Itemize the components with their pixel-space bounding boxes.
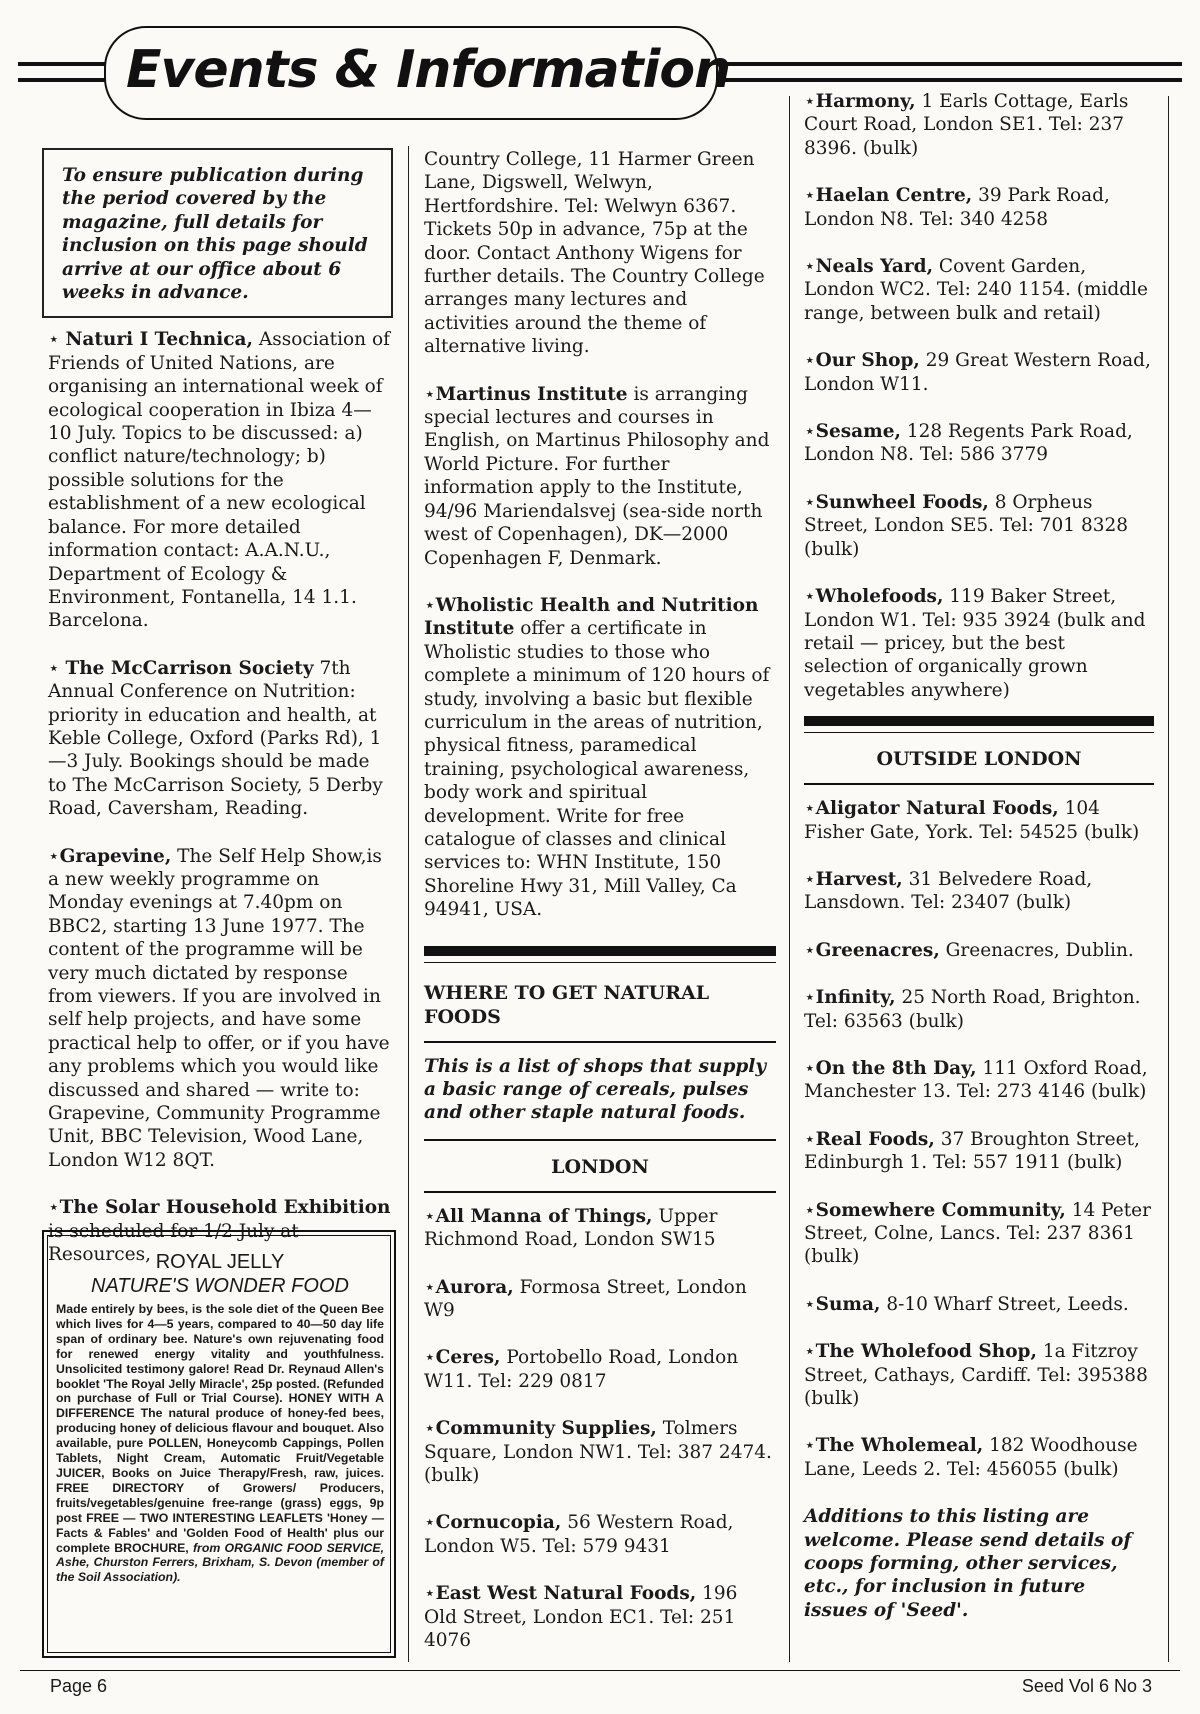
shop-name: Sunwheel Foods, — [815, 491, 989, 513]
shop-name: Aligator Natural Foods, — [815, 798, 1059, 820]
advert-body — [56, 1302, 384, 1585]
shop-entry: ⋆Aligator Natural Foods, 104 Fisher Gate, York. Tel: 54525 (bulk) — [804, 798, 1140, 843]
shop-name: All Manna of Things, — [435, 1205, 653, 1227]
shop-name: Somewhere Community, — [815, 1199, 1066, 1221]
shop-text: 104 Fisher Gate, York. Tel: 54525 (bulk) — [804, 798, 1140, 843]
shop-text: 39 Park Road, London N8. Tel: 340 4258 — [804, 185, 1110, 230]
shop-text: Portobello Road, London W11. Tel: 229 0817 — [424, 1347, 739, 1392]
header-rule-left — [18, 62, 110, 82]
shop-entry: ⋆Community Supplies, Tolmers Square, London NW1. Tel: 387 2474. (bulk) — [424, 1418, 772, 1487]
event-name: The McCarrison Society — [65, 657, 314, 679]
shop-entry: ⋆The Wholefood Shop, 1a Fitzroy Street, Cathays, Cardiff. Tel: 395388 (bulk) — [804, 1341, 1148, 1410]
shop-text: 37 Broughton Street, Edinburgh 1. Tel: 557 1911 (bulk) — [804, 1128, 1140, 1174]
section-title: WHERE TO GET NATURAL FOODS — [424, 981, 710, 1028]
shop-entry: ⋆Ceres, Portobello Road, London W11. Tel: 229 0817 — [424, 1347, 739, 1392]
shop-name: The Wholemeal, — [815, 1435, 984, 1457]
shop-entry: ⋆All Manna of Things, Upper Richmond Road, London SW15 — [424, 1205, 718, 1251]
shop-entry: ⋆Aurora, Formosa Street, London W9 — [424, 1276, 747, 1322]
shop-name: East West Natural Foods, — [435, 1583, 697, 1605]
shop-name: Greenacres, — [815, 939, 940, 961]
shop-name: Neals Yard, — [815, 256, 934, 278]
shop-name: Cornucopia, — [435, 1512, 562, 1534]
shop-text: 182 Woodhouse Lane, Leeds 2. Tel: 456055 (bulk) — [804, 1435, 1138, 1480]
shop-entry: ⋆The Wholemeal, 182 Woodhouse Lane, Leeds 2. Tel: 456055 (bulk) — [804, 1435, 1138, 1480]
event-name: Grapevine, — [59, 845, 172, 867]
shop-name: Wholefoods, — [815, 586, 944, 608]
shop-text: 25 North Road, Brighton. Tel: 63563 (bulk) — [804, 987, 1141, 1032]
event-text: offer a certificate in Wholistic studies to those who complete a minimum of 120 hours of study, involving a basic but flexible curriculum in the areas of nutrition, physical fitness, paramedical training, psychological awareness, body work and spiritual development. Write for free catalogue of classes and clinical services to: WHN Institute, 150 Shoreline Hwy 31, Mill Valley, Ca 94941, USA. — [424, 618, 770, 921]
event-name: Wholistic Health and Nutrition Institute — [424, 594, 759, 640]
shop-text: 196 Old Street, London EC1. Tel: 251 4076 — [424, 1583, 738, 1652]
shop-name: Real Foods, — [815, 1128, 935, 1150]
shop-entry: ⋆Wholefoods, 119 Baker Street, London W1. Tel: 935 3924 (bulk and retail — pricey, but the best selection of organically grown vegetables anywhere) — [804, 586, 1146, 701]
section-rule-thin — [424, 1139, 776, 1141]
shop-name: Haelan Centre, — [815, 185, 973, 207]
issue-label: Seed Vol 6 No 3 — [1021, 1676, 1152, 1696]
shop-text: 111 Oxford Road, Manchester 13. Tel: 273 4146 (bulk) — [804, 1057, 1148, 1103]
shop-text: Tolmers Square, London NW1. Tel: 387 2474. (bulk) — [424, 1418, 772, 1487]
submission-notice: To ensure publication during the period covered by the magazine, full details for inclusion on this page should arrive at our office about 6 weeks in advance. — [42, 148, 393, 318]
shop-entry: ⋆Haelan Centre, 39 Park Road, London N8. Tel: 340 4258 — [804, 185, 1110, 230]
shop-text: 14 Peter Street, Colne, Lancs. Tel: 237 8361 (bulk) — [804, 1199, 1151, 1268]
event-name: The Solar Household Exhibition — [59, 1197, 391, 1219]
section-rule-thin — [424, 1191, 776, 1193]
shop-entry: ⋆Sunwheel Foods, 8 Orpheus Street, London SE5. Tel: 701 8328 (bulk) — [804, 491, 1129, 560]
royal-jelly-advert — [42, 1230, 396, 1658]
shop-text: 8-10 Wharf Street, Leeds. — [886, 1293, 1129, 1315]
header-rule-right — [712, 62, 1182, 82]
outside-london-heading: OUTSIDE LONDON — [876, 748, 1082, 771]
shop-text: 1a Fitzroy Street, Cathays, Cardiff. Tel: 395388 (bulk) — [804, 1341, 1148, 1410]
shop-text: 1 Earls Cottage, Earls Court Road, London SE1. Tel: 237 8396. (bulk) — [804, 91, 1129, 159]
shop-text: 31 Belvedere Road, Lansdown. Tel: 23407 (bulk) — [804, 868, 1093, 914]
event-entry: ⋆ Naturi I Technica, Association of Friends of United Nations, are organising an international week of ecological cooperation in Ibiza 4—10 July. Topics to be discussed: a) conflict nature/technology; b) possible solutions for the establishment of a new ecological balance. For more detailed information contact: A.A.N.U., Department of Ecology & Environment, Fontanella, 14 1.1. Barcelona. — [48, 329, 390, 632]
shop-name: Harvest, — [815, 868, 903, 890]
shop-name: Our Shop, — [815, 350, 920, 372]
shop-name: Infinity, — [815, 987, 896, 1009]
shop-entry: ⋆Harvest, 31 Belvedere Road, Lansdown. Tel: 23407 (bulk) — [804, 868, 1093, 914]
event-name: Martinus Institute — [435, 383, 628, 405]
column-right — [804, 90, 1154, 1636]
section-rule — [804, 716, 1154, 726]
shop-entry: ⋆Somewhere Community, 14 Peter Street, Colne, Lancs. Tel: 237 8361 (bulk) — [804, 1199, 1151, 1268]
shop-name: Community Supplies, — [435, 1418, 657, 1440]
shop-entry: ⋆Our Shop, 29 Great Western Road, London W11. — [804, 350, 1151, 395]
shop-entry: ⋆Sesame, 128 Regents Park Road, London N8. Tel: 586 3779 — [804, 421, 1133, 466]
section-hairline — [424, 962, 776, 963]
shop-name: Suma, — [815, 1293, 881, 1315]
advert-contact: from ORGANIC FOOD SERVICE, Ashe, Churston Ferrers, Brixham, S. Devon (member of the Soil Association). — [56, 1540, 384, 1585]
shop-name: Ceres, — [435, 1347, 501, 1369]
column-middle — [424, 148, 776, 1677]
advert-subheading: NATURE'S WONDER FOOD — [91, 1275, 349, 1297]
event-text: is arranging special lectures and courses in English, on Martinus Philosophy and World Picture. For further information apply to the Institute, 94/96 Mariendalsvej (sea-side north west of Copenhagen), DK—2000 Copenhagen F, Denmark. — [424, 383, 770, 569]
shop-entry: ⋆Cornucopia, 56 Western Road, London W5. Tel: 579 9431 — [424, 1512, 734, 1557]
shop-entry: ⋆Harmony, 1 Earls Cottage, Earls Court Road, London SE1. Tel: 237 8396. (bulk) — [804, 91, 1129, 159]
event-text: 7th Annual Conference on Nutrition: priority in education and health, at Keble College, Oxford (Parks Rd), 1—3 July. Bookings should be made to The McCarrison Society, 5 Derby Road, Caversham, Reading. — [48, 657, 383, 820]
shop-text: Formosa Street, London W9 — [424, 1276, 747, 1322]
shop-text: 8 Orpheus Street, London SE5. Tel: 701 8328 (bulk) — [804, 491, 1129, 560]
column-divider-1 — [408, 146, 409, 1662]
shop-name: On the 8th Day, — [815, 1057, 977, 1079]
shop-text: 56 Western Road, London W5. Tel: 579 9431 — [424, 1512, 734, 1557]
event-text: The Self Help Show,is a new weekly programme on Monday evenings at 7.40pm on BBC2, starting 13 June 1977. The content of the programme will be very much dictated by response from viewers. If you are involved in self help projects, and have some practical help to offer, or if you have any problems which you would like discussed and shared — write to: Grapevine, Community Programme Unit, BBC Television, Wood Lane, London W12 8QT. — [48, 845, 390, 1171]
shop-entry: ⋆Greenacres, Greenacres, Dublin. — [804, 939, 1134, 961]
column-divider-3 — [1168, 96, 1169, 1662]
event-text: Association of Friends of United Nations, are organising an international week of ecological cooperation in Ibiza 4—10 July. Topics to be discussed: a) conflict nature/technology; b) possible solutions for the establishment of a new ecological balance. For more detailed information contact: A.A.N.U., Department of Ecology & Environment, Fontanella, 14 1.1. Barcelona. — [48, 329, 390, 632]
shop-text: Greenacres, Dublin. — [945, 939, 1134, 961]
shop-name: The Wholefood Shop, — [815, 1341, 1037, 1363]
section-rule — [424, 946, 776, 956]
page-title: Events & Information — [126, 40, 731, 100]
advert-heading: ROYAL JELLY — [155, 1251, 285, 1273]
advert-body-text: Made entirely by bees, is the sole diet of the Queen Bee which lives for 4—5 years, compared to 40—50 day life span of ordinary bee. Nature's own rejuvenating food for renewed energy vitality and youthfulness. Unsolicited testimony galore! Read Dr. Reynaud Allen's booklet 'The Royal Jelly Miracle', 25p posted. (Refunded on purchase of Full or Trial Course). HONEY WITH A DIFFERENCE The natural produce of honey-fed bees, producing honey of delicious flavour and bouquet. Also available, pure POLLEN, Honeycomb Cappings, Pollen Tablets, Night Cream, Automatic Fruit/Vegetable JUICER, Books on Juice Therapy/Fresh, raw, juices. FREE DIRECTORY of Growers/ Producers, fruits/vegetables/genuine free-range (grass) eggs, 9p post FREE — TWO INTERESTING LEAFLETS 'Honey — Facts & Fables' and 'Golden Food of Health' plus our complete BROCHURE, — [56, 1302, 384, 1555]
section-rule-thin — [804, 783, 1154, 785]
column-events — [48, 148, 393, 1290]
shop-name: Harmony, — [815, 91, 916, 112]
event-entry: ⋆ The McCarrison Society 7th Annual Conference on Nutrition: priority in education and health, at Keble College, Oxford (Parks Rd), 1—3 July. Bookings should be made to The McCarrison Society, 5 Derby Road, Caversham, Reading. — [48, 657, 383, 820]
continued-text: Country College, 11 Harmer Green Lane, Digswell, Welwyn, Hertfordshire. Tel: Welwyn 6367. Tickets 50p in advance, 75p at the door. Contact Anthony Wigens for further details. The Country College arranges many lectures and activities around the theme of alternative living. — [424, 149, 765, 358]
shop-entry: ⋆Real Foods, 37 Broughton Street, Edinburgh 1. Tel: 557 1911 (bulk) — [804, 1128, 1140, 1174]
shop-text: Upper Richmond Road, London SW15 — [424, 1205, 718, 1251]
shop-entry: ⋆Neals Yard, Covent Garden, London WC2. Tel: 240 1154. (middle range, between bulk and retail) — [804, 256, 1148, 324]
shop-name: Aurora, — [435, 1276, 514, 1298]
shop-entry: ⋆Infinity, 25 North Road, Brighton. Tel: 63563 (bulk) — [804, 987, 1141, 1032]
shop-name: Sesame, — [815, 421, 901, 443]
page-number: Page 6 — [50, 1676, 108, 1696]
shop-entry: ⋆On the 8th Day, 111 Oxford Road, Manchester 13. Tel: 273 4146 (bulk) — [804, 1057, 1148, 1103]
shop-text: 128 Regents Park Road, London N8. Tel: 586 3779 — [804, 421, 1133, 466]
event-entry: ⋆Martinus Institute is arranging special lectures and courses in English, on Martinus Philosophy and World Picture. For further information apply to the Institute, 94/96 Mariendalsvej (sea-side north west of Copenhagen), DK—2000 Copenhagen F, Denmark. — [424, 383, 770, 569]
column-divider-2 — [789, 96, 790, 1662]
closing-note: Additions to this listing are welcome. Please send details of coops forming, other services, etc., for inclusion in future issues of 'Seed'. — [804, 1506, 1132, 1621]
event-entry: ⋆The Solar Household Exhibition is scheduled for 1/2 July at Resources, — [48, 1197, 391, 1266]
shop-text: Covent Garden, London WC2. Tel: 240 1154. (middle range, between bulk and retail) — [804, 256, 1148, 324]
section-intro: This is a list of shops that supply a basic range of cereals, pulses and other staple natural foods. — [424, 1055, 767, 1124]
shop-text: 29 Great Western Road, London W11. — [804, 350, 1151, 395]
event-name: Naturi I Technica, — [65, 329, 253, 351]
shop-entry: ⋆East West Natural Foods, 196 Old Street, London EC1. Tel: 251 4076 — [424, 1583, 738, 1652]
section-rule-thin — [424, 1041, 776, 1043]
event-entry: ⋆Grapevine, The Self Help Show,is a new weekly programme on Monday evenings at 7.40pm on BBC2, starting 13 June 1977. The content of the programme will be very much dictated by response from viewers. If you are involved in self help projects, and have some practical help to offer, or if you have any problems which you would like discussed and shared — write to: Grapevine, Community Programme Unit, BBC Television, Wood Lane, London W12 8QT. — [48, 845, 390, 1171]
shop-text: 119 Baker Street, London W1. Tel: 935 3924 (bulk and retail — pricey, but the best selection of organically grown vegetables anywhere) — [804, 586, 1146, 701]
advert-inner — [47, 1235, 391, 1653]
event-text: is scheduled for 1/2 July at Resources, — [48, 1220, 299, 1266]
footer-rule — [20, 1670, 1180, 1671]
event-entry: ⋆Wholistic Health and Nutrition Institute offer a certificate in Wholistic studies to those who complete a minimum of 120 hours of study, involving a basic but flexible curriculum in the areas of nutrition, physical fitness, paramedical training, psychological awareness, body work and spiritual development. Write for free catalogue of classes and clinical services to: WHN Institute, 150 Shoreline Hwy 31, Mill Valley, Ca 94941, USA. — [424, 594, 770, 921]
london-heading: LONDON — [551, 1155, 649, 1178]
section-hairline — [804, 732, 1154, 733]
shop-entry: ⋆Suma, 8-10 Wharf Street, Leeds. — [804, 1293, 1129, 1315]
